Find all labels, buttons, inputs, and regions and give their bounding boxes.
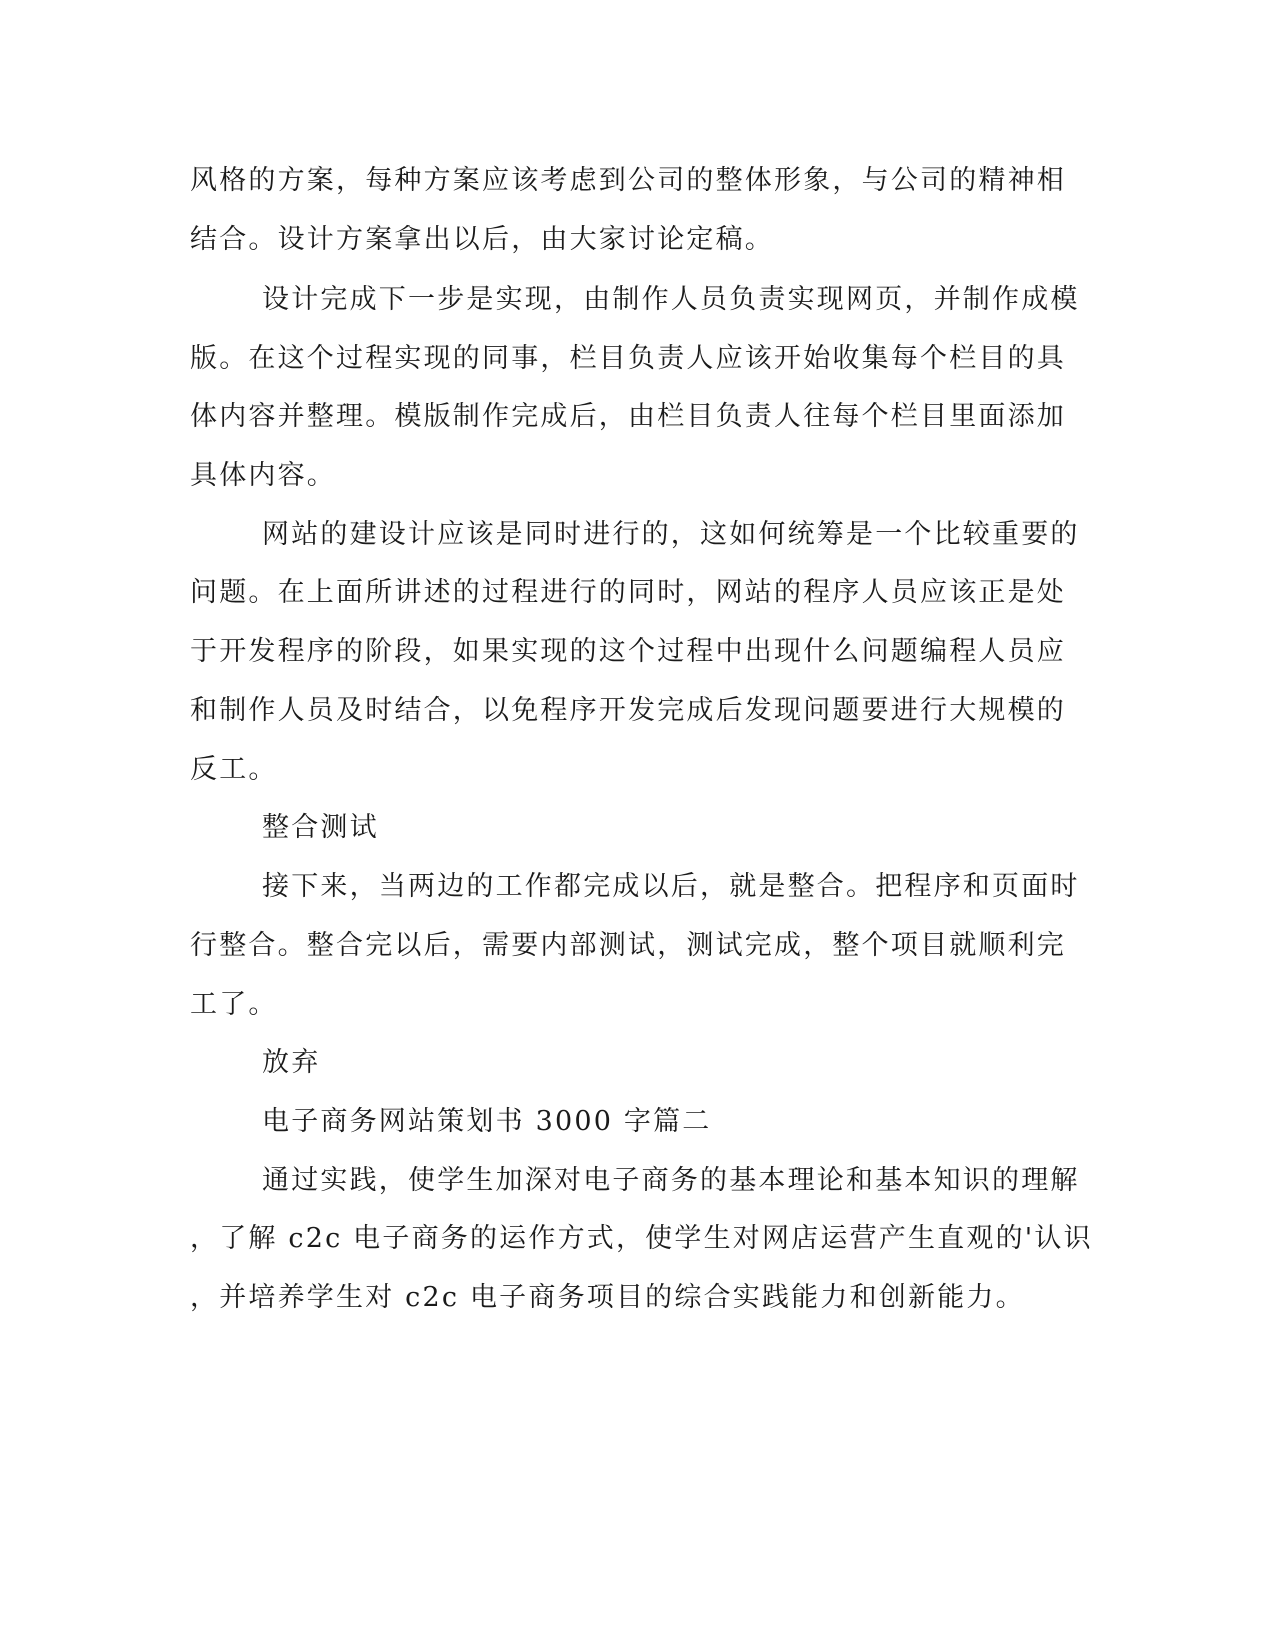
- text-line: 网站的建设计应该是同时进行的，这如何统筹是一个比较重要的: [262, 519, 1080, 550]
- text-line: 接下来，当两边的工作都完成以后，就是整合。把程序和页面时: [262, 871, 1080, 902]
- text-line: ，并培养学生对 c2c 电子商务项目的综合实践能力和创新能力。: [190, 1282, 1025, 1313]
- section-heading: 电子商务网站策划书 3000 字篇二: [262, 1106, 712, 1137]
- text-line: 体内容并整理。模版制作完成后，由栏目负责人往每个栏目里面添加: [190, 401, 1066, 432]
- text-line: 工了。: [190, 989, 278, 1020]
- text-line: 具体内容。: [190, 460, 336, 491]
- text-line: 设计完成下一步是实现，由制作人员负责实现网页，并制作成模: [262, 284, 1080, 315]
- text-line: 结合。设计方案拿出以后，由大家讨论定稿。: [190, 224, 774, 255]
- text-line: 风格的方案，每种方案应该考虑到公司的整体形象，与公司的精神相: [190, 165, 1066, 196]
- text-line: 版。在这个过程实现的同事，栏目负责人应该开始收集每个栏目的具: [190, 343, 1066, 374]
- section-heading: 放弃: [262, 1047, 321, 1078]
- text-line: 于开发程序的阶段，如果实现的这个过程中出现什么问题编程人员应: [190, 636, 1066, 667]
- text-line: ，了解 c2c 电子商务的运作方式，使学生对网店运营产生直观的'认识: [190, 1223, 1093, 1254]
- text-line: 和制作人员及时结合，以免程序开发完成后发现问题要进行大规模的: [190, 695, 1066, 726]
- text-line: 通过实践，使学生加深对电子商务的基本理论和基本知识的理解: [262, 1165, 1080, 1196]
- text-line: 反工。: [190, 754, 278, 785]
- text-line: 行整合。整合完以后，需要内部测试，测试完成，整个项目就顺利完: [190, 930, 1066, 961]
- section-heading: 整合测试: [262, 812, 379, 843]
- text-line: 问题。在上面所讲述的过程进行的同时，网站的程序人员应该正是处: [190, 577, 1066, 608]
